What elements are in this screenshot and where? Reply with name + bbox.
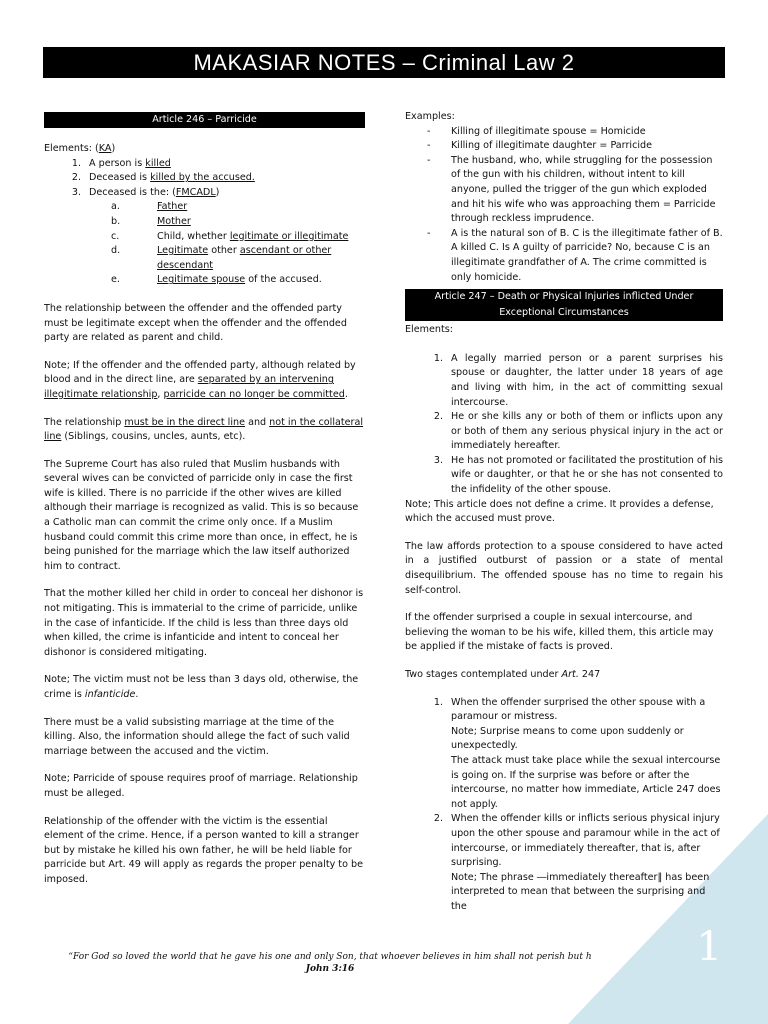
sublist-item: c. Child, whether legitimate or illegitimate [111, 230, 349, 242]
article-247-heading: Article 247 – Death or Physical Injuries inflicted Under Exceptional Circumstances [405, 289, 723, 321]
right-column [405, 110, 723, 915]
sublist-item: e. Legitimate spouse of the accused. [111, 274, 322, 286]
example-item: - The husband, who, while struggling for the possession of the gun with his children, without intent to kill anyone, pulled the trigger of the gun which exploded and hit his wife who was approaching them = Parricide through reckless imprudence. [427, 154, 716, 225]
element-item: 1. A legally married person or a parent surprises his spouse or daughter, the latter under 18 years of age and living with him, in the act of committing sexual intercourse. [433, 352, 723, 408]
note-paragraph: Note; The victim must not be less than 3 days old, otherwise, the crime is infanticide. [44, 674, 359, 700]
elements-heading: Elements: (KA) [44, 143, 116, 154]
example-item: - A is the natural son of B. C is the illegitimate father of B. A killed C. Is A guilty of parricide? No, because C is an illegitimate grandfather of A. The crime committed is only homicide. [427, 227, 723, 283]
stages-heading: Two stages contemplated under Art. 247 [405, 669, 601, 680]
examples-heading: Examples: [405, 111, 455, 122]
element-item: 2. Deceased is killed by the accused. [71, 172, 255, 184]
element-item: 2. He or she kills any or both of them or inflicts upon any or both of them any serious physical injury in the act or immediately hereafter. [433, 411, 723, 452]
note-paragraph: Note; Parricide of spouse requires proof of marriage. Relationship must be alleged. [44, 773, 358, 799]
sublist-item: a. Father [111, 201, 188, 213]
page-title: MAKASIAR NOTES – Criminal Law 2 [43, 47, 725, 78]
verse-reference: John 3:16 [305, 964, 355, 974]
paragraph: That the mother killed her child in order to conceal her dishonor is not mitigating. This is immaterial to the crime of parricide, unlike in the case of infanticide. If the child is less than three days old when killed, the crime is infanticide and intent to conceal her dishonor is considered mitigating. [44, 588, 364, 658]
sublist-item: b. Mother [111, 215, 191, 227]
note-paragraph: Note; This article does not define a crime. It provides a defense, which the accused must prove. [405, 498, 714, 525]
paragraph: The Supreme Court has also ruled that Muslim husbands with several wives can be convicted of parricide only in case the first wife is killed. There is no parricide if the other wives are killed although their marriage is recognized as valid. This is so because a Catholic man can commit the crime only once. If a Muslim husband could commit this crime more than once, in effect, he is being punished for the marriage which the law itself authorized him to contract. [44, 458, 359, 572]
elements-heading: Elements: [405, 324, 453, 336]
example-item: - Killing of illegitimate daughter = Parricide [427, 140, 653, 152]
paragraph: There must be a valid subsisting marriage at the time of the killing. Also, the information should allege the fact of such valid marriage between the accused and the victim. [44, 716, 350, 757]
example-item: - Killing of illegitimate spouse = Homicide [427, 125, 646, 137]
article-246-heading: Article 246 – Parricide [44, 112, 365, 128]
sublist-item: d. Legitimate other ascendant or other descendant [111, 245, 332, 271]
paragraph: The law affords protection to a spouse considered to have acted in a justified outburst of passion or a state of mental disequilibrium. The offended spouse has no time to regain his self-control. [405, 540, 723, 596]
footer-quote [30, 951, 630, 975]
bible-verse: “For God so loved the world that he gave his one and only Son, that whoever believes in him shall not perish but h [68, 952, 592, 962]
paragraph: If the offender surprised a couple in sexual intercourse, and believing the woman to be his wife, killed them, this article may be applied if the mistake of facts is proved. [405, 612, 714, 653]
paragraph: Relationship of the offender with the victim is the essential element of the crime. Hence, if a person wanted to kill a stranger but by mistake he killed his own father, he will be held liable for parricide but Art. 49 will apply as regards the proper penalty to be imposed. [44, 815, 363, 885]
element-item: 1. A person is killed [71, 157, 171, 169]
paragraph: The relationship must be in the direct line and not in the collateral line (Siblings, cousins, uncles, aunts, etc). [44, 416, 364, 443]
relationship-sublist [44, 200, 365, 288]
stage-item: 2. When the offender kills or inflicts serious physical injury upon the other spouse and paramour while in the act of intercourse, or immediately thereafter, that is, after surprising. Note; The phrase ―immediately thereafter‖ has been interpreted to mean that between the surprising and the [433, 813, 720, 912]
paragraph: The relationship between the offender and the offended party must be legitimate except when the offender and the offended party are related as parent and child. [44, 302, 347, 344]
stage-item: 1. When the offender surprised the other spouse with a paramour or mistress. Note; Surprise means to come upon suddenly or unexpectedly. The attack must take place while the sexual intercourse is going on. If the surprise was before or after the intercourse, no matter how immediate, Article 247 does not apply. [433, 696, 721, 810]
element-item: 3. Deceased is the: (FMCADL) [71, 186, 220, 198]
left-column [44, 110, 365, 901]
note-paragraph: Note; If the offender and the offended party, although related by blood and in the direct line, are separated by an intervening illegitimate relationship, parricide can no longer be committed. [44, 359, 356, 400]
page-number: 1 [696, 924, 722, 970]
element-item: 3. He has not promoted or facilitated the prostitution of his wife or daughter, or that he or she has not consented to the infidelity of the other spouse. [433, 454, 723, 496]
